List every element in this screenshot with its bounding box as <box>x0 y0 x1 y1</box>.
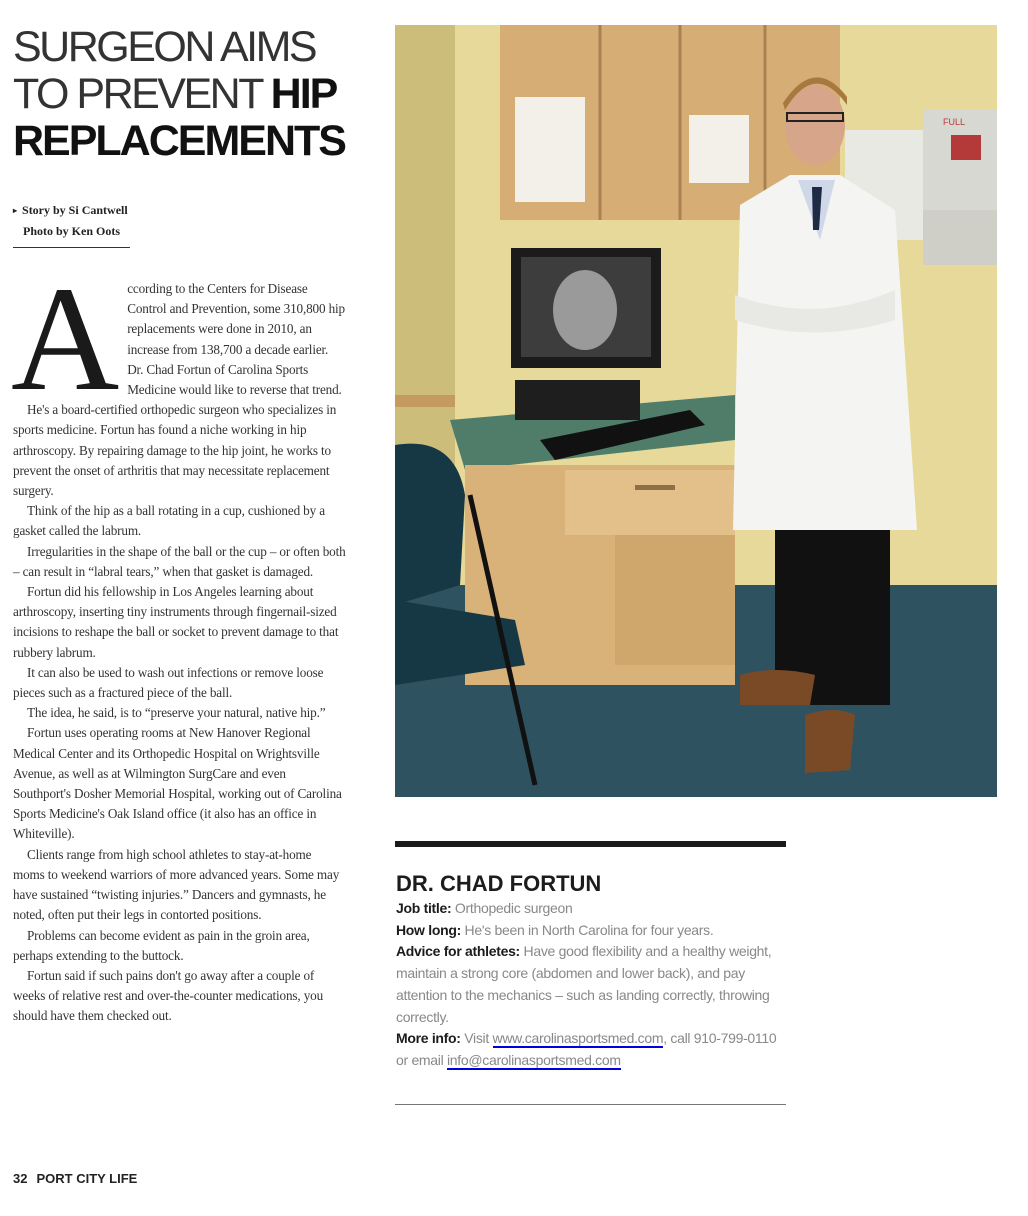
page-number: 32 <box>13 1171 28 1186</box>
story-credit: Story by Si Cantwell <box>22 203 128 217</box>
advice-row <box>396 941 781 1028</box>
job-title-row <box>396 898 796 920</box>
article-paragraph: The idea, he said, is to “preserve your natural, native hip.” <box>27 705 326 721</box>
article-paragraph: Irregularities in the shape of the ball or the cup – or often both – can result in “labral tears,” when that gasket is damaged. <box>13 543 346 579</box>
article-paragraph <box>11 256 346 422</box>
headline-line2-thin: TO PREVENT <box>13 70 262 118</box>
job-title-label: Job title: <box>396 900 452 916</box>
profile-sidebar <box>396 870 796 1072</box>
how-long-row <box>396 920 796 942</box>
article-paragraph: Fortun said if such pains don't go away after a couple of weeks of relative rest and over-the-counter medications, you should have them checked out. <box>13 967 324 1024</box>
article-paragraph: Fortun uses operating rooms at New Hanover Regional Medical Center and its Orthopedic Hospital on Wrightsville Avenue, as well as at Wilmington SurgCare and even Southport's Dosher Memorial Hospital, working out of Carolina Sports Medicine's Oak Island office (it also has an office in Whiteville). <box>13 725 342 842</box>
more-info-phone-text: , call 910-799-0110 or email <box>396 1030 777 1068</box>
headline <box>13 24 373 165</box>
website-link[interactable]: www.carolinasportsmed.com <box>492 1030 664 1047</box>
paragraph-text: ccording to the Centers for Disease Control and Prevention, some 310,800 hip replacements were done in 2010, an increase from 138,700 a decade earlier. Dr. Chad Fortun of Carolina Sports Medicine would like to reverse that trend. <box>127 281 345 398</box>
how-long-label: How long: <box>396 921 461 938</box>
article-paragraph: He's a board-certified orthopedic surgeon who specializes in sports medicine. Fortun has found a niche working in hip arthroscopy. By repairing damage to the hip joint, he works to prevent the onset of arthritis that may necessitate replacement surgery. <box>13 402 337 499</box>
doctor-photo <box>395 25 997 797</box>
advice-value: Have good flexibility and a healthy weight, maintain a strong core (abdomen and lower back), and pay attention to the mechanics – such as landing correctly, throwing correctly. <box>396 943 772 1025</box>
photo-credit: Photo by Ken Oots <box>23 224 121 239</box>
profile-name: DR. CHAD FORTUN <box>396 871 602 896</box>
email-link[interactable]: info@carolinasportsmed.com <box>446 1051 621 1068</box>
more-info-text: Visit <box>460 1030 493 1047</box>
advice-label: Advice for athletes: <box>396 943 520 960</box>
article-paragraph: Clients range from high school athletes to stay-at-home moms to weekend warriors of more advanced years. Some may have sustained “twisting injuries.” Dancers and gymnasts, he noted, often put their legs in contorted positions. <box>13 846 340 923</box>
page-footer <box>13 1171 137 1186</box>
article-paragraph: Think of the hip as a ball rotating in a cup, cushioned by a gasket called the labrum. <box>13 503 325 539</box>
headline-line1: SURGEON AIMS <box>13 23 316 71</box>
sidebar-top-rule <box>395 841 786 847</box>
more-info-row <box>396 1028 791 1071</box>
byline-divider <box>13 247 130 248</box>
publication-name: PORT CITY LIFE <box>36 1171 138 1186</box>
byline <box>13 200 128 241</box>
arrow-icon: ▸ <box>13 206 18 216</box>
article-paragraph: It can also be used to wash out infections or remove loose pieces such as a fractured piece of the ball. <box>13 664 324 701</box>
how-long-value: He's been in North Carolina for four years. <box>460 921 714 938</box>
article-body <box>11 256 346 1027</box>
article-paragraph: Fortun did his fellowship in Los Angeles learning about arthroscopy, inserting tiny instruments through fingernail-sized incisions to reshape the ball or socket to prevent damage to that rubbery labrum. <box>13 584 339 660</box>
more-info-label: More info: <box>396 1030 461 1047</box>
article-paragraph: Problems can become evident as pain in the groin area, perhaps extending to the buttock. <box>13 927 310 963</box>
sidebar-bottom-rule <box>395 1104 786 1105</box>
drop-cap: A <box>11 256 120 422</box>
headline-line3: REPLACEMENTS <box>13 117 345 165</box>
headline-line2-bold: HIP <box>270 70 337 118</box>
sign-text: FULL <box>943 117 966 127</box>
job-title-value: Orthopedic surgeon <box>451 900 573 916</box>
